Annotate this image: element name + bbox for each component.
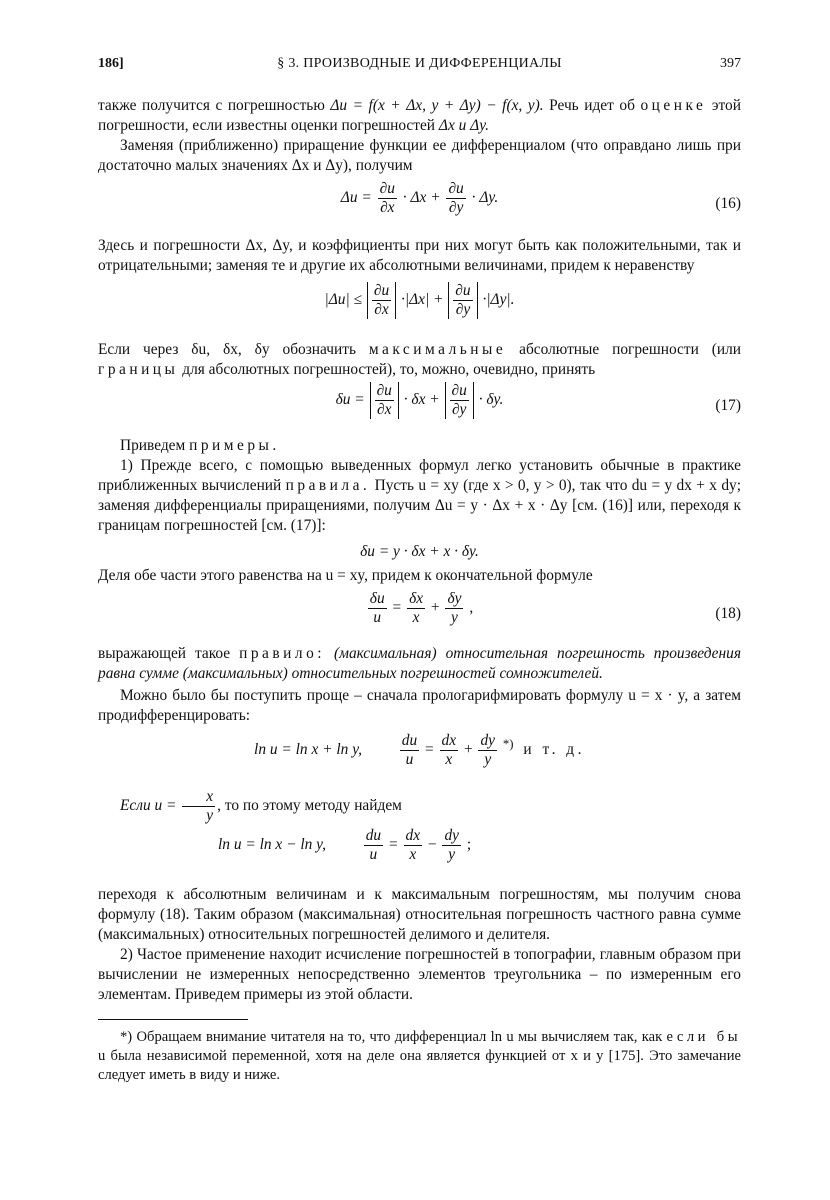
equation-16: Δu = $\frac{\partial u}{\partial x}$ · Δx + $\frac{\partial u}{\partial y}$ · Δy. (16) xyxy=(340,180,741,216)
paragraph-12: 2) Частое применение находит исчисление погрешностей в топографии, главным образом при вычислении не измеренных непосредственно элементов треугольника – по измеренным его элементам. Приведем примеры из этой области. xyxy=(98,946,741,1003)
paragraph-3: Здесь и погрешности Δx, Δy, и коэффициенты при них могут быть как положительными, так и отрицательными; заменяя те и другие их абсолютными величинами, придем к неравенству xyxy=(98,237,741,274)
paragraph-2: Заменяя (приближенно) приращение функции ее дифференциалом (что оправдано лишь при достаточно малых значениях Δx и Δy), получим xyxy=(98,137,741,174)
running-title: § 3. ПРОИЗВОДНЫЕ И ДИФФЕРЕНЦИАЛЫ xyxy=(277,56,562,71)
paragraph-1: также получится с погрешностью Δu = f(x + Δx, y + Δy) − f(x, y). Речь идет об оценке этой погрешности, если известны оценки погрешностей Δx и Δy. xyxy=(98,97,741,134)
book-page xyxy=(98,54,741,1085)
paragraph-9: Можно было бы поступить проще – сначала прологарифмировать формулу u = x · y, а затем продифференцировать: xyxy=(98,687,741,724)
equation-number-17: (17) xyxy=(715,397,741,414)
paragraph-11: переходя к абсолютным величинам и к максимальным погрешностям, мы получим снова формулу (18). Таким образом (максимальная) относительная погрешность частного равна сумме (максимальных) относительных погрешностей делимого и делителя. xyxy=(98,886,741,943)
paragraph-10: Если u = $\frac{x}{y}$ , то по этому методу найдем xyxy=(120,788,402,824)
running-header xyxy=(98,54,741,78)
equation-delta-u: δu = y · δx + x · δy. xyxy=(360,543,479,560)
footnote: *) Обращаем внимание читателя на то, что дифференциал ln u мы вычисляем так, как если бы u была независимой переменной, хотя на деле она является функцией от x и y [175]. Это замечание следует иметь в виду и ниже. xyxy=(98,1029,741,1083)
equation-log-2: ln u = ln x − ln y, $\frac{du}{u}$ = $\frac{dx}{x}$ − $\frac{dy}{y}$ ; xyxy=(218,827,472,863)
equation-18: $\frac{\delta u}{u}$ = $\frac{\delta x}{x}$ + $\frac{\delta y}{y}$ , (18) xyxy=(369,590,741,626)
paragraph-6: 1) Прежде всего, с помощью выведенных формул легко установить обычные в практике приближенных вычислений правила. Пусть u = xy (где x > 0, y > 0), так что du = y dx + x dy; заменяя дифференциалы приращениями, получим Δu = y · Δx + x · Δy [см. (16)] или, переходя к границам погрешностей [см. (17)]: xyxy=(98,457,742,534)
section-number: 186] xyxy=(98,56,124,71)
paragraph-7: Деля обе части этого равенства на u = xy, придем к окончательной формуле xyxy=(98,567,593,584)
page-number: 397 xyxy=(720,56,741,71)
paragraph-5: Приведем примеры. xyxy=(120,437,280,454)
paragraph-4: Если через δu, δx, δy обозначить максимальные абсолютные погрешности (или границы для абсолютных погрешностей), то, можно, очевидно, принять xyxy=(98,341,741,378)
footnote-divider xyxy=(98,1019,248,1020)
equation-log-1: ln u = ln x + ln y, $\frac{du}{u}$ = $\frac{dx}{x}$ + $\frac{dy}{y}$ *) и т. д. xyxy=(254,732,585,768)
paragraph-8: выражающей такое правило: (максимальная) относительная погрешность произведения равна сумме (максимальных) относительных погрешностей сомножителей. xyxy=(98,645,742,682)
equation-number-16: (16) xyxy=(715,195,741,212)
equation-number-18: (18) xyxy=(715,605,741,622)
equation-17: δu = $\frac{\partial u}{\partial x}$ · δx + $\frac{\partial u}{\partial y}$ · δy. (17) xyxy=(335,382,741,418)
inequality: |Δu| ≤ $\frac{\partial u}{\partial x}$ ·|Δx| + $\frac{\partial u}{\partial y}$ ·|Δy|. xyxy=(324,282,515,318)
